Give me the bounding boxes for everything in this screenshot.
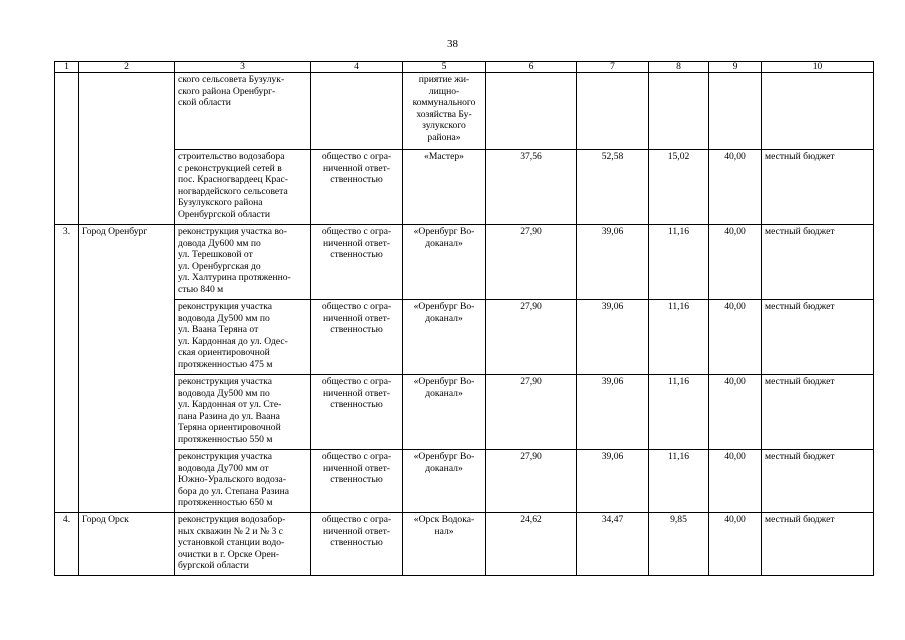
row-number: 3. [62,226,71,237]
page-number: 38 [447,38,458,50]
funding-source-cell: местный бюджет [762,300,874,375]
value-cell-9: 40,00 [709,300,762,375]
value-cell-6: 27,90 [486,300,577,375]
org-form-cell [311,300,403,375]
value-cell-7: 39,06 [577,375,649,450]
column-header: 3 [175,62,311,73]
operator-name: «Оренбург Во- доканал» [413,301,475,324]
description-cell [175,73,311,150]
operator-cell [403,225,486,300]
column-header: 8 [649,62,709,73]
funding-source-cell: местный бюджет [762,450,874,513]
value-cell-8: 9,85 [649,513,709,576]
column-header: 7 [577,62,649,73]
value-cell-7: 39,06 [577,225,649,300]
organization-form: общество с огра- ниченной ответ- ственностью [321,376,392,410]
table-row [55,73,874,150]
value-cell-9: 40,00 [709,375,762,450]
column-header: 6 [486,62,577,73]
project-description: реконструкция водозабор- ных скважин № 2 и № 3 с установкой станции водо- очистки в г. Орске Орен- бургской области [178,514,286,571]
operator-name: «Оренбург Во- доканал» [413,376,475,399]
table-row [55,375,874,450]
organization-form: общество с огра- ниченной ответ- ственностью [321,226,392,260]
operator-name: приятие жи- лищно- коммунального хозяйства Бу- зулукского района» [412,74,476,143]
organization-form: общество с огра- ниченной ответ- ственностью [321,151,392,185]
locality-cell [79,513,175,576]
value-cell-7: 39,06 [577,450,649,513]
column-header: 5 [403,62,486,73]
operator-cell [403,375,486,450]
operator-name: «Мастер» [424,151,464,162]
org-form-cell [311,225,403,300]
org-form-cell [311,375,403,450]
value-cell-9: 40,00 [709,225,762,300]
table-row [55,225,874,300]
value-cell-8: 11,16 [649,225,709,300]
operator-name: «Оренбург Во- доканал» [413,451,475,474]
funding-source-cell: местный бюджет [762,150,874,225]
locality-cell [79,73,175,225]
funding-source-cell [762,73,874,150]
operator-cell [403,450,486,513]
row-number-cell [55,73,79,225]
value-cell-7: 34,47 [577,513,649,576]
column-header: 9 [709,62,762,73]
table-row [55,150,874,225]
value-cell-8: 11,16 [649,300,709,375]
column-header: 2 [79,62,175,73]
column-header: 1 [55,62,79,73]
organization-form: общество с огра- ниченной ответ- ственностью [321,301,392,335]
value-cell-7: 39,06 [577,300,649,375]
funding-source-cell: местный бюджет [762,513,874,576]
row-number: 4. [62,514,71,525]
description-cell [175,513,311,576]
table-row [55,513,874,576]
project-description: реконструкция участка водовода Ду700 мм от Южно-Уральского водоза- бора до ул. Степана Разина протяженностью 650 м [178,451,289,508]
value-cell-8: 15,02 [649,150,709,225]
project-description: строительство водозабора с реконструкцией сетей в пос. Красногвардеец Крас- ногвардейского сельсовета Бузулукского района Оренбургской области [178,151,288,220]
operator-name: «Оренбург Во- доканал» [413,226,475,249]
description-cell [175,150,311,225]
operator-cell [403,513,486,576]
value-cell-8: 11,16 [649,450,709,513]
table-row [55,300,874,375]
row-number-cell [55,513,79,576]
operator-cell [403,300,486,375]
value-cell-9: 40,00 [709,450,762,513]
value-cell-9: 40,00 [709,150,762,225]
org-form-cell [311,73,403,150]
project-description: реконструкция участка водовода Ду500 мм по ул. Кардонная от ул. Сте- пана Разина до ул. Ваана Теряна ориентировочной протяженностью 550 м [178,376,282,445]
column-number-row [55,62,874,73]
locality: Город Оренбург [82,226,148,237]
value-cell-6: 24,62 [486,513,577,576]
description-cell [175,300,311,375]
value-cell-8 [649,73,709,150]
project-description: ского сельсовета Бузулук- ского района Оренбург- ской области [178,74,285,108]
program-table [54,61,874,576]
description-cell [175,225,311,300]
table-row [55,450,874,513]
value-cell-9: 40,00 [709,513,762,576]
value-cell-6: 37,56 [486,150,577,225]
locality: Город Орск [82,514,129,525]
value-cell-6: 27,90 [486,375,577,450]
project-description: реконструкция участка во- довода Ду600 мм по ул. Терешковой от ул. Оренбургская до ул. Халтурина протяженно- стью 840 м [178,226,291,295]
locality-cell [79,225,175,513]
project-description: реконструкция участка водовода Ду500 мм по ул. Ваана Теряна от ул. Кардонная до ул. Одес- ская ориентировочной протяженностью 475 м [178,301,288,370]
funding-source-cell: местный бюджет [762,225,874,300]
value-cell-8: 11,16 [649,375,709,450]
org-form-cell [311,513,403,576]
row-number-cell [55,225,79,513]
value-cell-7 [577,73,649,150]
operator-cell [403,73,486,150]
funding-source-cell: местный бюджет [762,375,874,450]
value-cell-6: 27,90 [486,225,577,300]
value-cell-7: 52,58 [577,150,649,225]
operator-name: «Орск Водока- нал» [413,514,475,537]
operator-cell [403,150,486,225]
value-cell-9 [709,73,762,150]
column-header: 4 [311,62,403,73]
organization-form: общество с огра- ниченной ответ- ственностью [321,514,392,548]
description-cell [175,450,311,513]
org-form-cell [311,450,403,513]
organization-form: общество с огра- ниченной ответ- ственностью [321,451,392,485]
column-header: 10 [762,62,874,73]
value-cell-6 [486,73,577,150]
org-form-cell [311,150,403,225]
description-cell [175,375,311,450]
value-cell-6: 27,90 [486,450,577,513]
